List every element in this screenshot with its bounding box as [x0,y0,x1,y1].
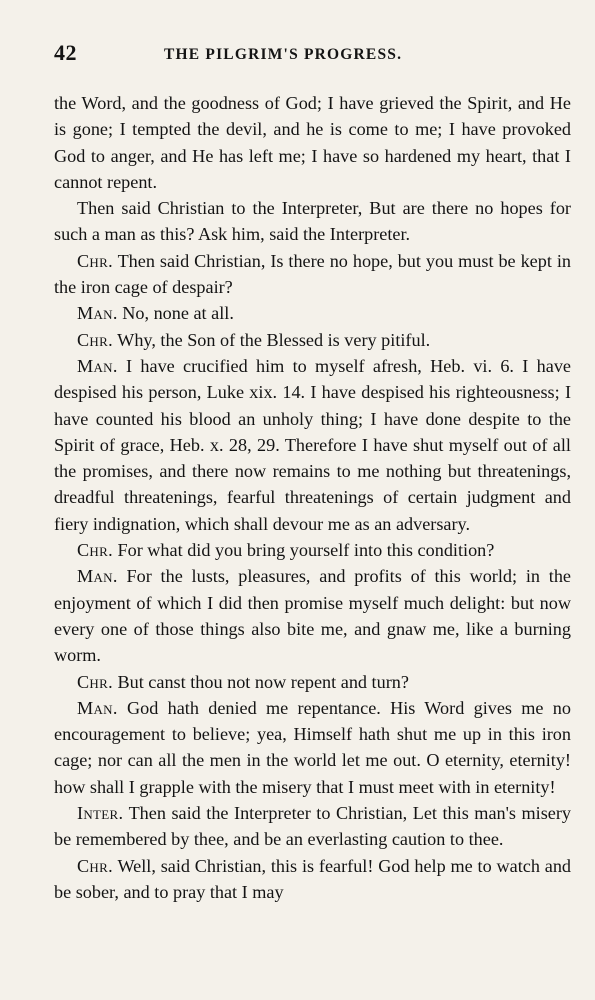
body-text [54,90,571,905]
dialogue-paragraph: Chr. Then said Christian, Is there no hope, but you must be kept in the iron cage of despair? [54,250,571,298]
dialogue-paragraph: Chr. Well, said Christian, this is fearful! God help me to watch and be sober, and to pray that I may [54,855,572,902]
paragraph: Then said Christian to the Interpreter, But are there no hopes for such a man as this? Ask him, said the Interpreter. [54,198,571,245]
speaker-label: Chr. [77,855,113,876]
running-title: THE PILGRIM'S PROGRESS. [164,46,403,63]
dialogue-paragraph: Chr. For what did you bring yourself into this condition? [77,540,495,561]
speaker-label: Man. [77,355,118,376]
speaker-label: Chr. [77,540,113,561]
speaker-label: Man. [77,697,118,718]
speaker-label: Inter. [77,803,124,824]
dialogue-paragraph: Chr. Why, the Son of the Blessed is very pitiful. [77,329,431,350]
speaker-label: Chr. [77,329,113,350]
speaker-label: Man. [77,566,118,587]
dialogue-paragraph: Man. No, none at all. [77,303,234,324]
dialogue-paragraph: Inter. Then said the Interpreter to Christian, Let this man's misery be remembered by thee, and be an everlasting caution to thee. [54,803,571,850]
dialogue-paragraph: Man. God hath denied me repentance. His Word gives me no encouragement to believe; yea, Himself hath shut me up in this iron cage; nor can all the men in the world let me out. O eternity, eternity! how shall I grapple with the misery that I must meet with in eternity! [54,697,571,797]
speaker-label: Man. [77,303,118,324]
speaker-label: Chr. [77,250,113,271]
page-number: 42 [54,40,77,65]
dialogue-paragraph: Chr. But canst thou not now repent and turn? [77,671,409,692]
page-header [54,40,571,76]
dialogue-paragraph: Man. I have crucified him to myself afresh, Heb. vi. 6. I have despised his person, Luke xix. 14. I have despised his righteousness; I have counted his blood an unholy thing; I have done despite to the Spirit of grace, Heb. x. 28, 29. Therefore I have shut myself out of all the promises, and there now remains to me nothing but threatenings, dreadful threatenings, fearful threatenings of certain judgment and fiery indignation, which shall devour me as an adversary. [54,355,571,534]
paragraph-continuation: the Word, and the goodness of God; I have grieved the Spirit, and He is gone; I tempted the devil, and he is come to me; I have provoked God to anger, and He has left me; I have so hardened my heart, that I cannot repent. [54,93,571,192]
speaker-label: Chr. [77,671,113,692]
dialogue-paragraph: Man. For the lusts, pleasures, and profits of this world; in the enjoyment of which I did then promise myself much delight: but now every one of those things also bite me, and gnaw me, like a burning worm. [54,566,571,666]
